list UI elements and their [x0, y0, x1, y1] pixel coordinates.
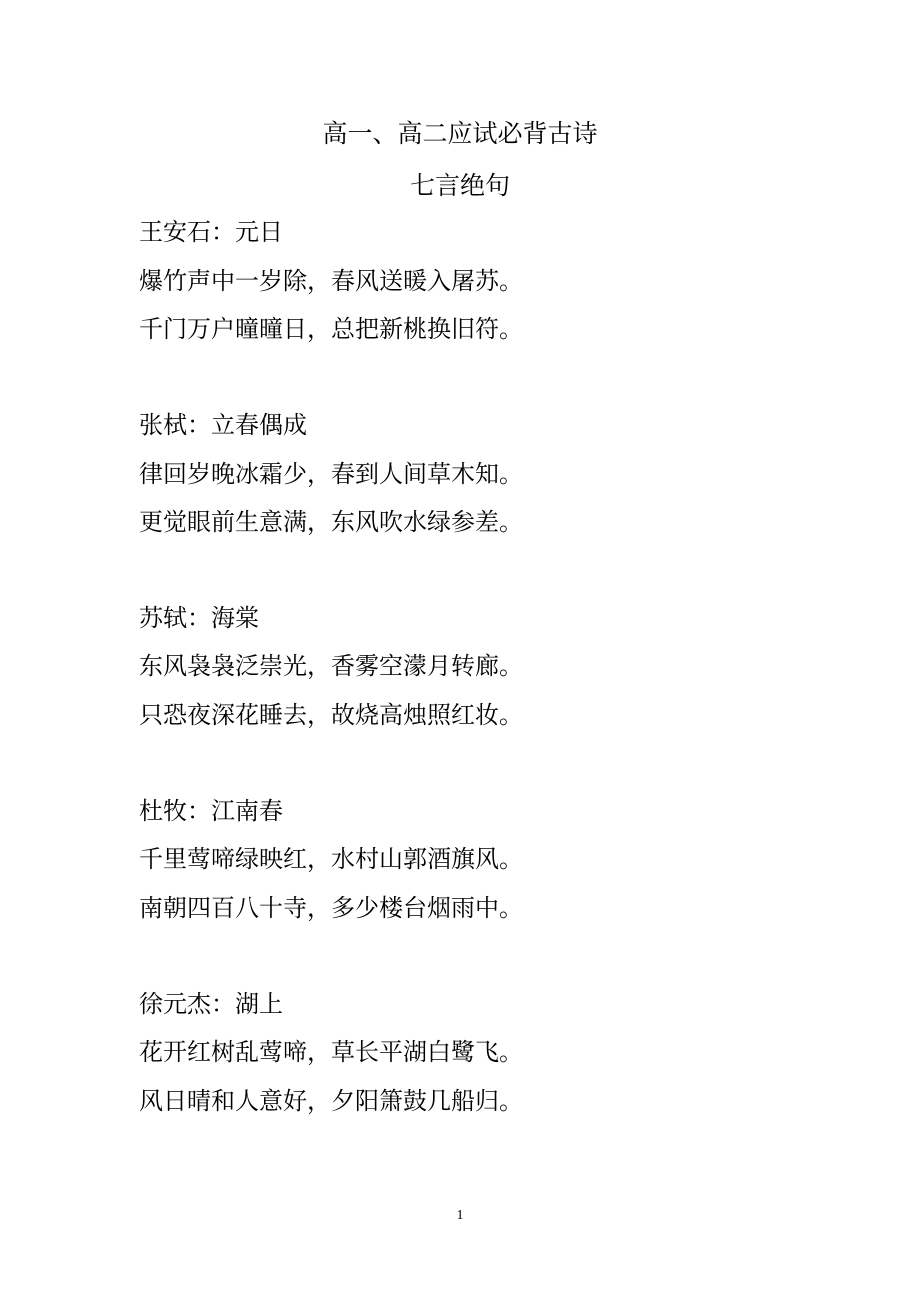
poem-line: 花开红树乱莺啼，草长平湖白鹭飞。	[139, 1038, 523, 1066]
poem-line: 爆竹声中一岁除，春风送暖入屠苏。	[139, 267, 523, 295]
poem-line: 更觉眼前生意满，东风吹水绿参差。	[139, 508, 523, 536]
poem-line: 风日晴和人意好，夕阳箫鼓几船归。	[139, 1087, 523, 1115]
poem-heading: 苏轼：海棠	[139, 604, 259, 632]
section-subtitle: 七言绝句	[409, 171, 510, 200]
poem-line: 千门万户曈曈日，总把新桃换旧符。	[139, 315, 523, 343]
poem-line: 南朝四百八十寺，多少楼台烟雨中。	[139, 894, 523, 922]
poem-heading: 张栻：立春偶成	[139, 411, 307, 439]
poem-heading: 王安石：元日	[139, 218, 283, 246]
poem-line: 律回岁晚冰霜少，春到人间草木知。	[139, 460, 523, 488]
document-title: 高一、高二应试必背古诗	[322, 119, 598, 148]
poem-heading: 杜牧：江南春	[139, 797, 283, 825]
poem-line: 只恐夜深花睡去，故烧高烛照红妆。	[139, 701, 523, 729]
page-number: 1	[456, 1208, 464, 1223]
poem-line: 千里莺啼绿映红，水村山郭酒旗风。	[139, 845, 523, 873]
poem-heading: 徐元杰：湖上	[139, 990, 283, 1018]
poem-line: 东风袅袅泛崇光，香雾空濛月转廊。	[139, 652, 523, 680]
